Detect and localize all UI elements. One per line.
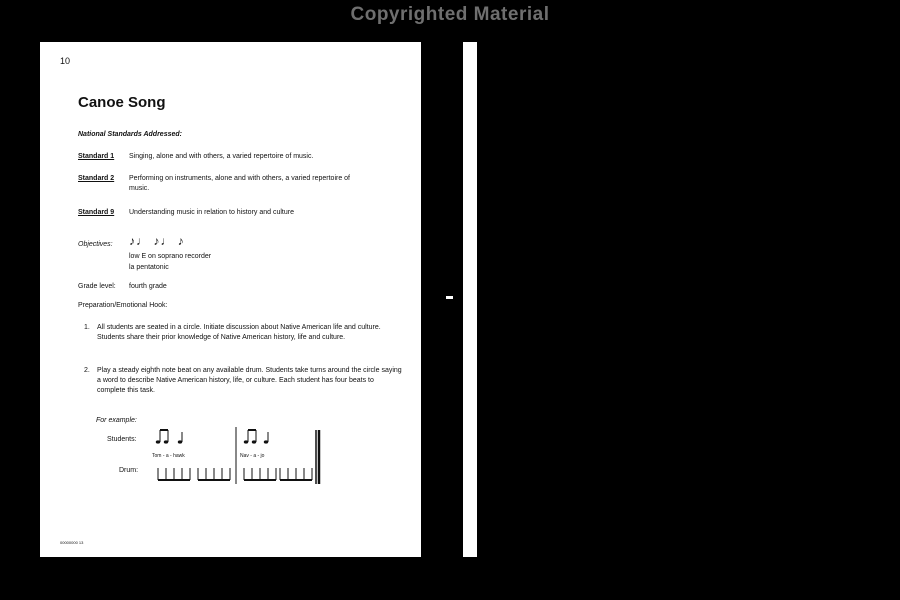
objective-line: low E on soprano recorder [129, 253, 212, 260]
student-rhythm-measure-2 [244, 430, 268, 444]
standard-label: Standard 1 [78, 153, 115, 160]
list-item-number: 2. [84, 367, 90, 374]
objective-line: la pentatonic [129, 264, 169, 271]
grade-level-label-text: Grade level: [78, 283, 116, 290]
document-page [40, 42, 421, 557]
footer-code: 00000000 13 [60, 540, 84, 545]
drum-rhythm-group [244, 468, 276, 480]
rhythm-notation [40, 42, 421, 557]
drum-rhythm-group [158, 468, 190, 480]
drum-rhythm-group [198, 468, 230, 480]
objectives-label: Objectives: [78, 241, 113, 248]
page-separator-mark [446, 296, 453, 299]
drum-rhythm-group [280, 468, 312, 480]
next-page-edge [463, 42, 477, 557]
page-number: 10 [60, 56, 71, 66]
list-item-text: Play a steady eighth note beat on any available drum. Students take turns around the circle saying a word to describe Native American history, life, or culture. Each student has four beats to complete this task. [97, 367, 402, 394]
standard-text: Performing on instruments, alone and with others, a varied repertoire of music. [129, 175, 351, 192]
example-label: For example: [96, 417, 137, 424]
students-label: Students: [107, 436, 137, 443]
list-item-text: All students are seated in a circle. Initiate discussion about Native American life and culture. Students share their prior knowledge of Native American history, life and culture. [97, 324, 381, 341]
standard-text: Understanding music in relation to history and culture [129, 209, 294, 216]
drum-label: Drum: [119, 467, 139, 474]
list-item-number: 1. [84, 324, 90, 331]
preparation-label: Preparation/Emotional Hook: [78, 302, 168, 309]
student-rhythm-measure-1 [156, 430, 182, 444]
standard-label: Standard 9 [78, 209, 115, 216]
standard-label: Standard 2 [78, 175, 115, 182]
grade-level-value: fourth grade [129, 283, 167, 290]
objectives-rhythm-notes: ♪♩ ♪♩ ♪ [129, 234, 185, 248]
standards-heading: National Standards Addressed: [78, 131, 182, 138]
example-word: Nav - a - jo [240, 453, 265, 459]
page-title: Canoe Song [78, 94, 166, 111]
standard-text: Singing, alone and with others, a varied repertoire of music. [129, 153, 314, 160]
example-word: Tom - a - hawk [152, 453, 185, 459]
copyright-watermark: Copyrighted Material [350, 4, 550, 25]
